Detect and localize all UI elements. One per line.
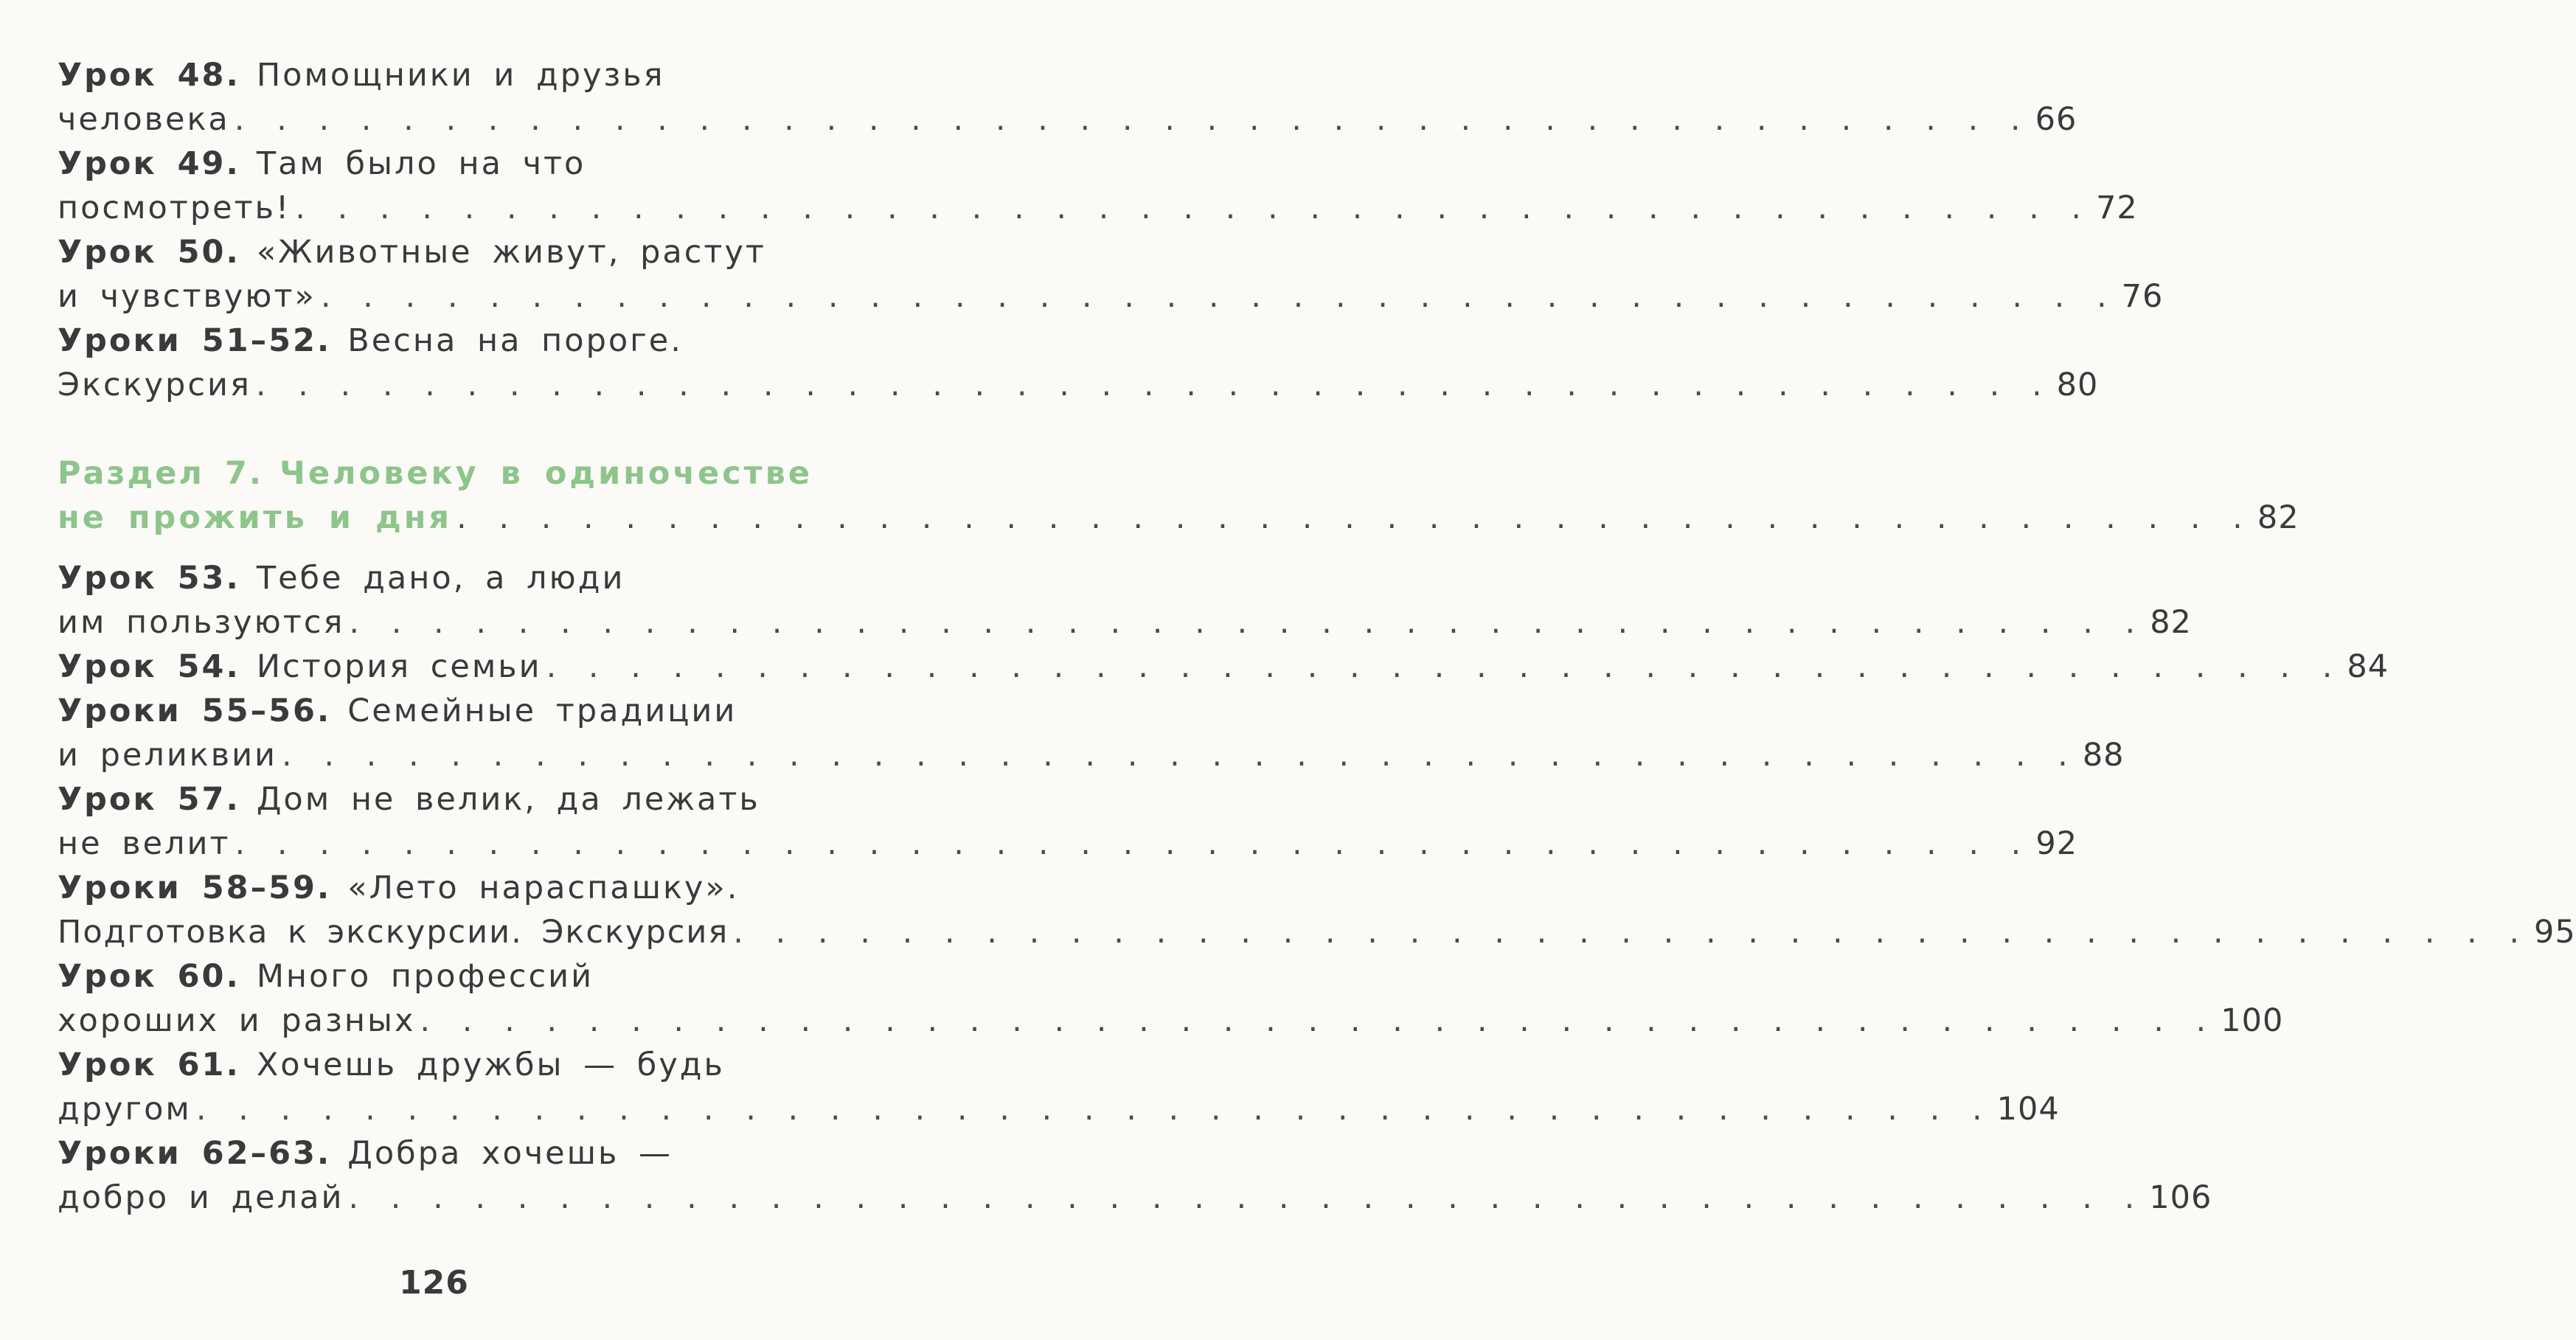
toc-entry-lesson-61: [58, 1043, 2060, 1131]
dot-leader: . . . . . . . . . . . . . . . . . . . . . . . . . . . . . . . . . . . . . . . . . . .: [733, 914, 2527, 951]
lesson-title: Там было на что: [256, 145, 586, 182]
toc-entry-continuation: [58, 363, 2099, 407]
toc-entry-heading: [58, 230, 838, 274]
dot-leader: . . . . . . . . . . . . . . . . . . . . . . . . . . . . . . . . . . . . . . . . . . .: [282, 737, 2075, 774]
toc-section-7: [58, 451, 2299, 540]
lesson-number: Урок 61.: [58, 1046, 240, 1083]
lesson-title-cont: и реликвии: [58, 737, 277, 774]
toc-entry-lesson-53: [58, 556, 2192, 645]
toc-entry-heading: [58, 954, 838, 999]
dot-leader: . . . . . . . . . . . . . . . . . . . . . . . . . . . . . . . . . . . . . . . . . . .: [235, 825, 2029, 862]
lesson-number: Урок 54.: [58, 648, 240, 685]
lesson-title: Добра хочешь —: [347, 1135, 673, 1172]
toc-entry-heading: [58, 556, 838, 600]
toc-entry-lesson-60: [58, 954, 2284, 1043]
section-title-cont: не прожить и дня: [58, 499, 453, 536]
dot-leader: . . . . . . . . . . . . . . . . . . . . . . . . . . . . . . . . . . . . . . . . . . .: [420, 1002, 2214, 1039]
lesson-number: Урок 57.: [58, 781, 240, 818]
toc-entry-continuation: [58, 999, 2284, 1043]
lesson-title-cont: Подготовка к экскурсии. Экскурсия: [58, 914, 729, 951]
toc-entry-heading: [58, 689, 838, 733]
toc-entry-lesson-48: [58, 53, 2077, 142]
toc-entry-continuation: [58, 600, 2192, 645]
toc-entry-heading: [58, 319, 838, 363]
dot-leader: . . . . . . . . . . . . . . . . . . . . . . . . . . . . . . . . . . . . . . . . . . .: [295, 190, 2089, 226]
toc-entry-continuation: [58, 733, 2125, 777]
page-folio: 126: [399, 1264, 469, 1302]
lesson-title: Много профессий: [256, 958, 594, 995]
lesson-title: Весна на пороге.: [347, 322, 683, 359]
page-number: 80: [2056, 367, 2099, 403]
lesson-title: Хочешь дружбы — будь: [256, 1046, 725, 1083]
toc-entry-lessons-51-52: [58, 319, 2099, 407]
toc-entry-continuation: [58, 822, 2078, 866]
toc-entry-continuation: [58, 1176, 2212, 1220]
toc-entry-continuation: [58, 274, 2164, 319]
page-number: 66: [2035, 101, 2077, 138]
lesson-title-cont: не велит: [58, 825, 231, 862]
toc-entry-lessons-58-59: [58, 866, 2576, 954]
dot-leader: . . . . . . . . . . . . . . . . . . . . . . . . . . . . . . . . . . . . . . . . . . .: [349, 604, 2143, 641]
toc-entry-heading: [58, 1043, 838, 1087]
section-heading-continuation: [58, 496, 2299, 540]
section-number: Раздел 7.: [58, 455, 264, 492]
toc-entry-heading: [58, 777, 838, 822]
toc-entry-heading: [58, 866, 838, 910]
toc-entry-continuation: [58, 910, 2576, 954]
page-number: 104: [1996, 1091, 2060, 1128]
lesson-number: Урок 53.: [58, 560, 240, 597]
lesson-number: Урок 48.: [58, 57, 240, 94]
toc-entry-lesson-50: [58, 230, 2164, 319]
lesson-number: Уроки 55–56.: [58, 692, 332, 729]
toc-entry-lesson-49: [58, 142, 2138, 230]
lesson-number: Уроки 58–59.: [58, 869, 332, 906]
lesson-title-cont: человека: [58, 101, 230, 138]
page-number: 106: [2149, 1179, 2212, 1216]
section-heading: [58, 451, 838, 496]
page-number: 82: [2257, 499, 2299, 536]
toc-entry-heading: [58, 1131, 838, 1176]
dot-leader: . . . . . . . . . . . . . . . . . . . . . . . . . . . . . . . . . . . . . . . . . . .: [234, 101, 2028, 138]
lesson-title: Дом не велик, да лежать: [256, 781, 760, 818]
table-of-contents: [58, 53, 2576, 1220]
dot-leader: . . . . . . . . . . . . . . . . . . . . . . . . . . . . . . . . . . . . . . . . . . .: [195, 1091, 1990, 1128]
page-number: 72: [2096, 190, 2138, 226]
lesson-title: Тебе дано, а люди: [256, 560, 625, 597]
lesson-title: Семейные традиции: [347, 692, 737, 729]
toc-entry-heading: [58, 142, 838, 186]
lesson-title-cont: хороших и разных: [58, 1002, 416, 1039]
section-title: Человеку в одиночестве: [280, 455, 813, 492]
lesson-title-cont: посмотреть!: [58, 190, 291, 226]
toc-entry-heading: [58, 53, 838, 97]
page-number: 88: [2082, 737, 2125, 774]
lesson-title-cont: другом: [58, 1091, 192, 1128]
toc-entry-continuation: [58, 1087, 2060, 1131]
dot-leader: . . . . . . . . . . . . . . . . . . . . . . . . . . . . . . . . . . . . . . . . . . .: [320, 278, 2114, 315]
lesson-number: Урок 50.: [58, 234, 240, 271]
toc-entry-lessons-62-63: [58, 1131, 2212, 1220]
page-number: 76: [2121, 278, 2164, 315]
lesson-title: «Лето нараспашку».: [347, 869, 740, 906]
toc-entry-heading: [58, 645, 2389, 689]
lesson-title: История семьи: [256, 648, 542, 685]
page-number: 82: [2150, 604, 2192, 641]
lesson-title: «Животные живут, растут: [256, 234, 766, 271]
toc-entry-lesson-57: [58, 777, 2078, 866]
toc-entry-lessons-55-56: [58, 689, 2125, 777]
toc-entry-lesson-54: [58, 645, 2389, 689]
lesson-title-cont: и чувствуют»: [58, 278, 316, 315]
lesson-title-cont: им пользуются: [58, 604, 345, 641]
dot-leader: . . . . . . . . . . . . . . . . . . . . . . . . . . . . . . . . . . . . . . . . . . .: [546, 648, 2340, 685]
lesson-number: Урок 49.: [58, 145, 240, 182]
toc-entry-continuation: [58, 97, 2077, 142]
lesson-number: Уроки 51–52.: [58, 322, 332, 359]
page-number: 95: [2534, 914, 2576, 951]
lesson-number: Уроки 62–63.: [58, 1135, 332, 1172]
lesson-number: Урок 60.: [58, 958, 240, 995]
dot-leader: . . . . . . . . . . . . . . . . . . . . . . . . . . . . . . . . . . . . . . . . . . .: [348, 1179, 2142, 1216]
lesson-title-cont: Экскурсия: [58, 367, 251, 403]
dot-leader: . . . . . . . . . . . . . . . . . . . . . . . . . . . . . . . . . . . . . . . . . . .: [255, 367, 2049, 403]
page-number: 92: [2035, 825, 2078, 862]
page-number: 84: [2347, 648, 2389, 685]
toc-entry-continuation: [58, 186, 2138, 230]
lesson-title-cont: добро и делай: [58, 1179, 344, 1216]
lesson-title: Помощники и друзья: [256, 57, 665, 94]
dot-leader: . . . . . . . . . . . . . . . . . . . . . . . . . . . . . . . . . . . . . . . . . . .: [456, 499, 2250, 536]
page-number: 100: [2221, 1002, 2284, 1039]
